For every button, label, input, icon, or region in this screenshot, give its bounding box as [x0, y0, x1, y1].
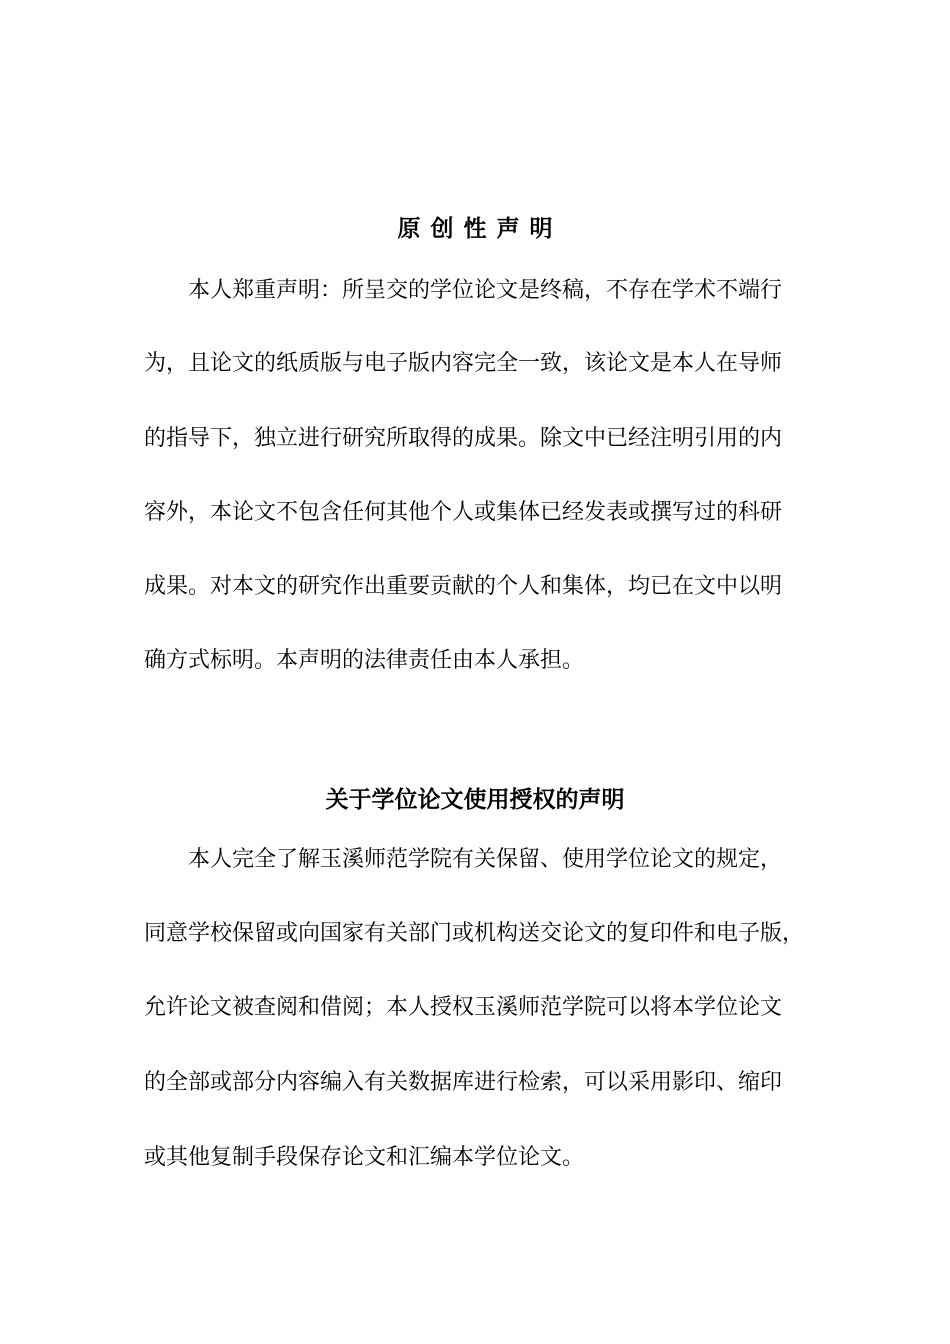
- paragraph-line: 同意学校保留或向国家有关部门或机构送交论文的复印件和电子版，: [144, 921, 805, 946]
- paragraph-line: 允许论文被查阅和借阅；本人授权玉溪师范学院可以将本学位论文: [144, 995, 783, 1020]
- paragraph-line: 为，且论文的纸质版与电子版内容完全一致，该论文是本人在导师: [144, 351, 783, 376]
- paragraph-line: 本人郑重声明：所呈交的学位论文是终稿，不存在学术不端行: [188, 278, 783, 303]
- paragraph-line: 确方式标明。本声明的法律责任由本人承担。: [144, 648, 585, 673]
- paragraph-line: 成果。对本文的研究作出重要贡献的个人和集体，均已在文中以明: [144, 574, 783, 599]
- paragraph-line: 或其他复制手段保存论文和汇编本学位论文。: [144, 1145, 585, 1170]
- paragraph-line: 容外，本论文不包含任何其他个人或集体已经发表或撰写过的科研: [144, 500, 783, 525]
- authorization-declaration-title: 关于学位论文使用授权的声明: [325, 786, 625, 813]
- paragraph-line: 本人完全了解玉溪师范学院有关保留、使用学位论文的规定，: [188, 847, 783, 872]
- paragraph-line: 的指导下，独立进行研究所取得的成果。除文中已经注明引用的内: [144, 426, 783, 451]
- originality-declaration-title: 原创性声明: [397, 215, 563, 242]
- paragraph-line: 的全部或部分内容编入有关数据库进行检索，可以采用影印、缩印: [144, 1070, 783, 1095]
